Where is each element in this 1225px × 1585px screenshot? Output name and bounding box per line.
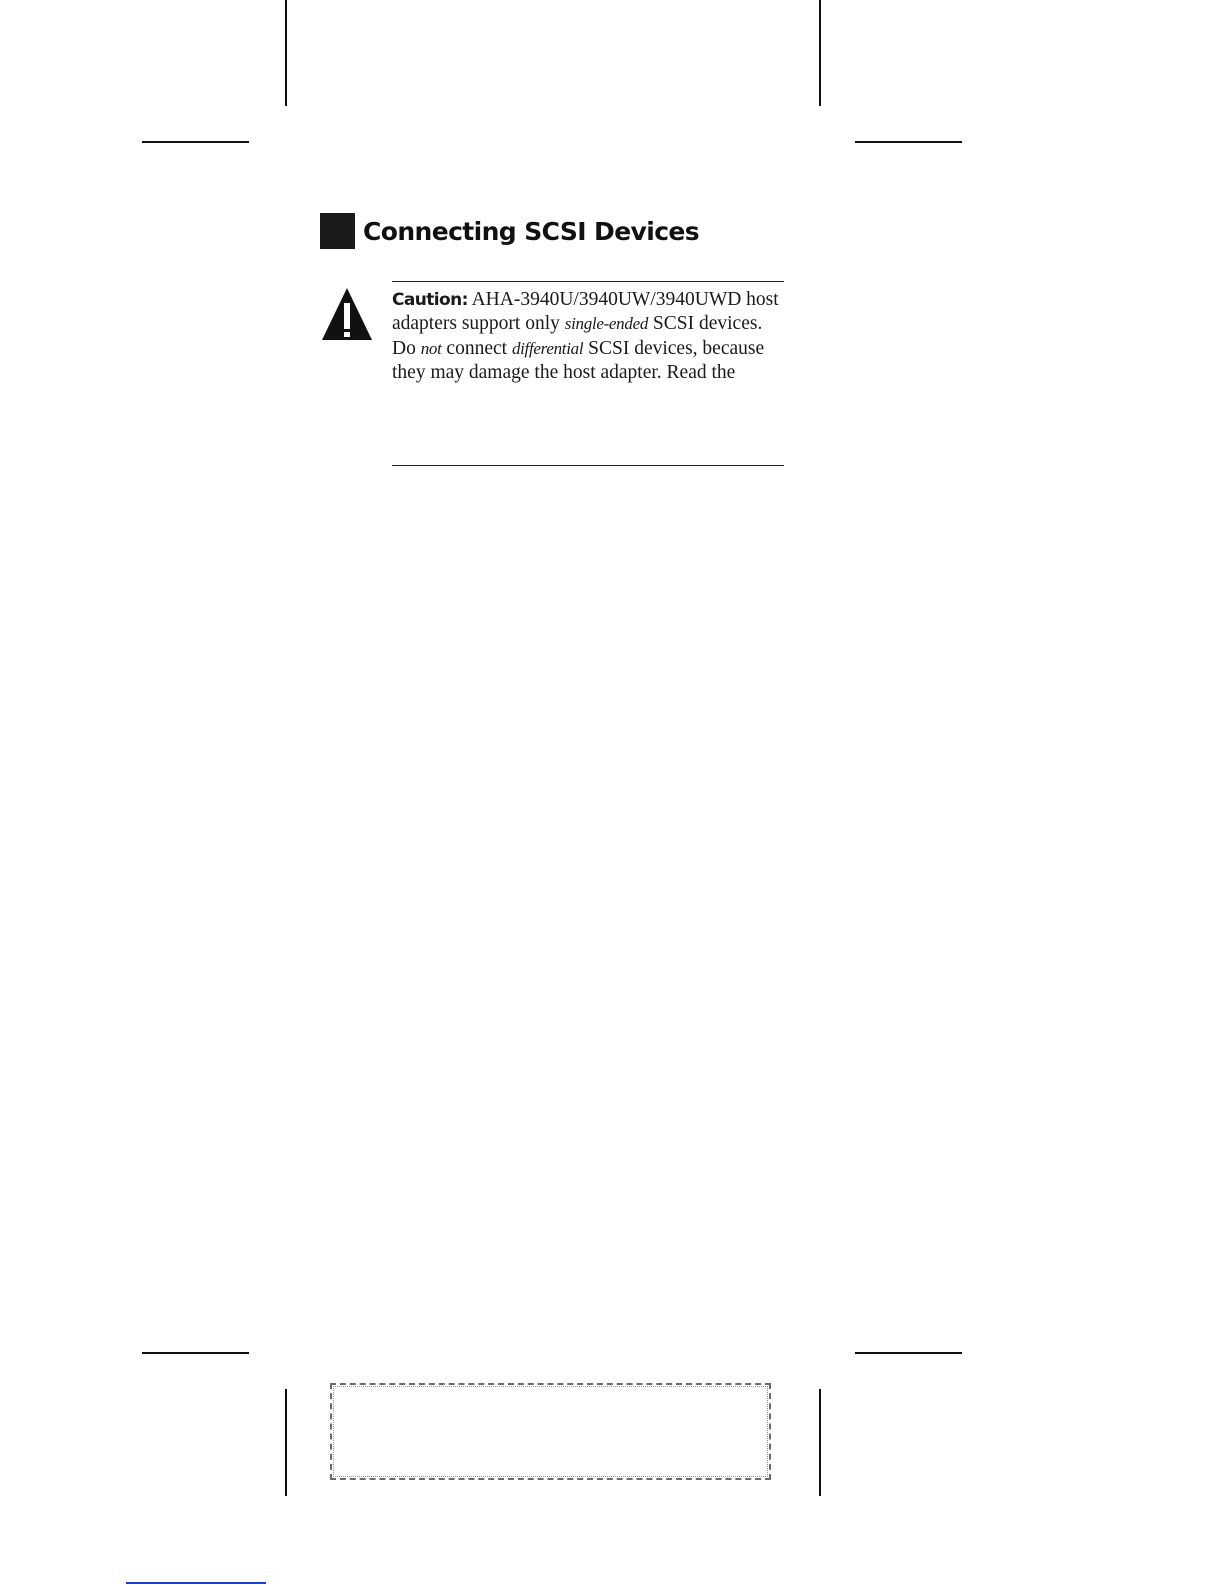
caution-text-part-4: SCSI devices, because they may damage the host adapter. Read the (392, 337, 765, 384)
section-marker-square (320, 213, 355, 249)
crop-mark-top-right-vertical (819, 0, 821, 106)
caution-label: Caution: (392, 290, 468, 310)
crop-mark-top-left-vertical (285, 0, 287, 106)
caution-text-part-3: connect (441, 337, 512, 359)
emphasis-single-ended: single-ended (564, 314, 649, 334)
caution-text-part-1: AHA-3940U/3940UW/3940UWD host adapters support only (392, 289, 779, 335)
crop-mark-top-left-horizontal (142, 141, 249, 143)
emphasis-not: not (420, 338, 442, 358)
crop-mark-top-right-horizontal (855, 141, 962, 143)
crop-mark-bottom-right-vertical (819, 1389, 821, 1496)
crop-mark-bottom-left-horizontal (142, 1352, 249, 1354)
crop-mark-bottom-right-horizontal (855, 1352, 962, 1354)
section-title: Connecting SCSI Devices (363, 216, 700, 246)
bottom-link-underline[interactable] (126, 1582, 266, 1584)
caution-top-rule (392, 281, 784, 282)
caution-text-part-2: SCSI devices. Do (392, 313, 763, 359)
caution-bottom-rule (392, 465, 784, 466)
footer-placeholder-box (330, 1383, 771, 1480)
emphasis-differential: differential (511, 338, 584, 358)
crop-mark-bottom-left-vertical (285, 1389, 287, 1496)
caution-paragraph (392, 288, 788, 386)
section-heading (320, 213, 699, 249)
warning-triangle-icon (321, 287, 373, 341)
